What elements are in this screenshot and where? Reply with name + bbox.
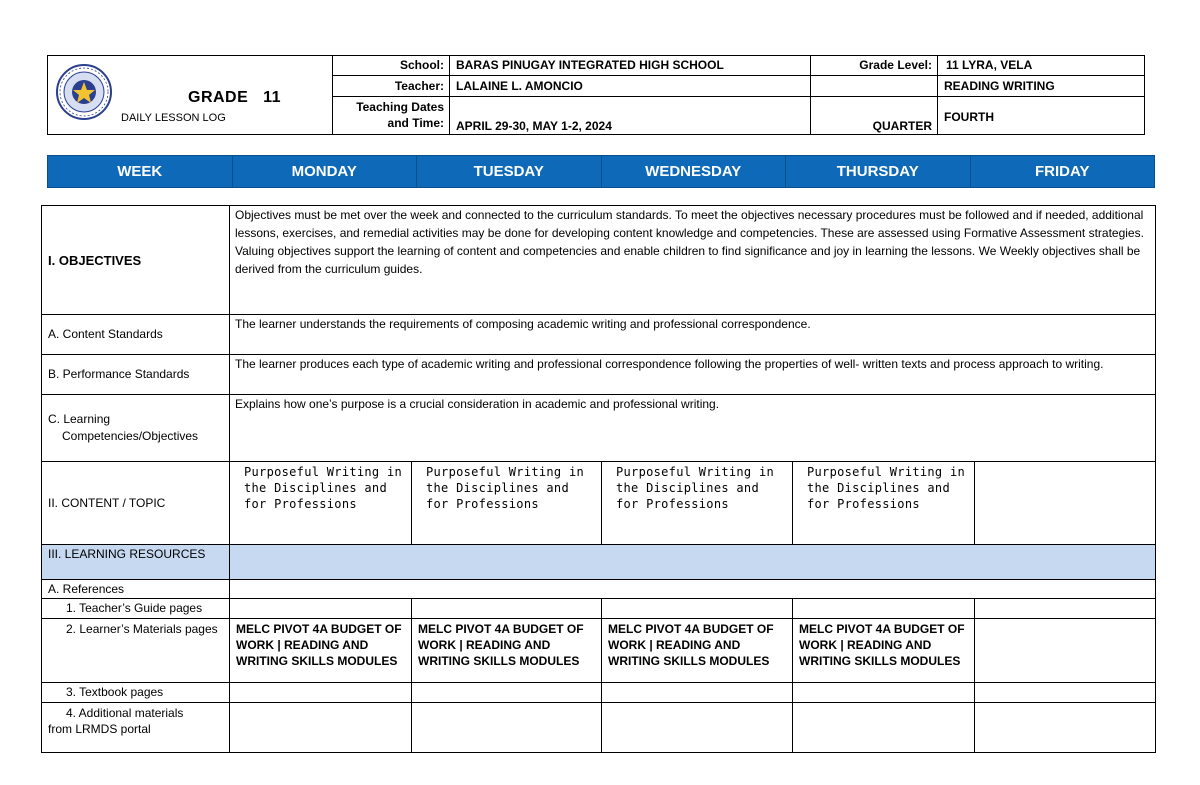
textbook-row (42, 683, 1156, 703)
school-label: School: (400, 58, 444, 72)
teachers-guide-label: 1. Teacher’s Guide pages (42, 599, 230, 619)
grade-level-label: Grade Level: (859, 58, 932, 72)
objectives-text: Objectives must be met over the week and connected to the curriculum standards. To meet the objectives necessary procedures must be followed and if needed, additional lessons, exercises, and remedial activities may be done for developing content knowledge and competencies. These are assessed using Formative Assessment strategies. Valuing objectives support the learning of content and competencies and enable children to find significance and joy in learning the lessons. We Weekly objectives shall be derived from the curriculum guides. (230, 206, 1156, 315)
textbook-label: 3. Textbook pages (42, 683, 230, 703)
teachers-guide-row (42, 599, 1156, 619)
content-standards-text: The learner understands the requirements of composing academic writing and professional correspondence. (230, 315, 1156, 355)
quarter-value: FOURTH (944, 110, 994, 124)
teaching-dates-label-line1: Teaching Dates (356, 100, 444, 114)
am-tuesday (412, 703, 602, 753)
tb-wednesday (602, 683, 793, 703)
tb-tuesday (412, 683, 602, 703)
lesson-log-table (41, 205, 1156, 753)
week-header: WEEK (48, 156, 233, 187)
lesson-log-header (47, 55, 1145, 135)
tb-thursday (793, 683, 975, 703)
learners-materials-label-text: 2. Learner’s Materials pages (66, 622, 218, 636)
school-value: BARAS PINUGAY INTEGRATED HIGH SCHOOL (456, 58, 724, 72)
am-monday (230, 703, 412, 753)
performance-standards-label: B. Performance Standards (42, 355, 230, 395)
lm-wednesday: MELC PIVOT 4A BUDGET OF WORK | READING AND WRITING SKILLS MODULES (602, 619, 793, 683)
teaching-dates-value: APRIL 29-30, MAY 1-2, 2024 (456, 119, 612, 133)
learning-resources-label: III. LEARNING RESOURCES (42, 545, 230, 580)
additional-materials-label-line1: 4. Additional materials (66, 706, 184, 720)
am-thursday (793, 703, 975, 753)
tb-monday (230, 683, 412, 703)
deped-seal-icon (56, 64, 112, 120)
friday-header: FRIDAY (1035, 163, 1090, 180)
am-friday (975, 703, 1156, 753)
topic-wednesday: Purposeful Writing in the Disciplines and for Professions (602, 462, 793, 545)
tb-friday (975, 683, 1156, 703)
learners-materials-label (42, 619, 230, 683)
teacher-value: LALAINE L. AMONCIO (456, 79, 583, 93)
teaching-dates-label (332, 99, 444, 131)
quarter-label: QUARTER (872, 119, 932, 133)
thursday-header: THURSDAY (786, 156, 971, 187)
content-standards-row (42, 315, 1156, 355)
teacher-label: Teacher: (394, 79, 444, 93)
wednesday-header: WEDNESDAY (602, 156, 787, 187)
additional-materials-label (42, 703, 230, 753)
subject-value: READING WRITING (944, 79, 1055, 93)
teaching-dates-label-line2: and Time: (387, 116, 444, 130)
lm-thursday: MELC PIVOT 4A BUDGET OF WORK | READING AND WRITING SKILLS MODULES (793, 619, 975, 683)
references-label: A. References (42, 580, 230, 599)
content-standards-label: A. Content Standards (42, 315, 230, 355)
content-topic-label: II. CONTENT / TOPIC (42, 462, 230, 545)
lm-monday: MELC PIVOT 4A BUDGET OF WORK | READING AND WRITING SKILLS MODULES (230, 619, 412, 683)
references-row (42, 580, 1156, 599)
competencies-label-line1: C. Learning (48, 412, 111, 426)
tg-tuesday (412, 599, 602, 619)
week-day-bar (47, 155, 1155, 188)
lm-tuesday: MELC PIVOT 4A BUDGET OF WORK | READING AND WRITING SKILLS MODULES (412, 619, 602, 683)
competencies-label-line2: Competencies/Objectives (62, 429, 199, 443)
references-band (230, 580, 1156, 599)
monday-header: MONDAY (233, 156, 418, 187)
topic-friday (975, 462, 1156, 545)
competencies-text: Explains how one’s purpose is a crucial consideration in academic and professional writing. (230, 395, 1156, 462)
grade-title: GRADE 11 (188, 89, 282, 106)
objectives-label (42, 206, 230, 315)
learning-resources-row (42, 545, 1156, 580)
objectives-label-text: I. OBJECTIVES (48, 252, 142, 268)
lm-friday (975, 619, 1156, 683)
competencies-row (42, 395, 1156, 462)
tg-monday (230, 599, 412, 619)
additional-materials-row (42, 703, 1156, 753)
header-left-panel (48, 56, 333, 134)
tg-thursday (793, 599, 975, 619)
tg-wednesday (602, 599, 793, 619)
learners-materials-row (42, 619, 1156, 683)
competencies-label (42, 395, 230, 462)
am-wednesday (602, 703, 793, 753)
daily-lesson-log-title: DAILY LESSON LOG (121, 112, 226, 124)
learning-resources-band (230, 545, 1156, 580)
objectives-row (42, 206, 1156, 315)
tuesday-header: TUESDAY (417, 156, 602, 187)
tg-friday (975, 599, 1156, 619)
performance-standards-row (42, 355, 1156, 395)
content-topic-row (42, 462, 1156, 545)
performance-standards-text: The learner produces each type of academic writing and professional correspondence following the properties of well- written texts and process approach to writing. (230, 355, 1156, 395)
topic-monday: Purposeful Writing in the Disciplines and for Professions (230, 462, 412, 545)
grade-level-value: 11 LYRA, VELA (946, 58, 1033, 72)
topic-tuesday: Purposeful Writing in the Disciplines and for Professions (412, 462, 602, 545)
topic-thursday: Purposeful Writing in the Disciplines and for Professions (793, 462, 975, 545)
additional-materials-label-line2: from LRMDS portal (48, 722, 151, 736)
